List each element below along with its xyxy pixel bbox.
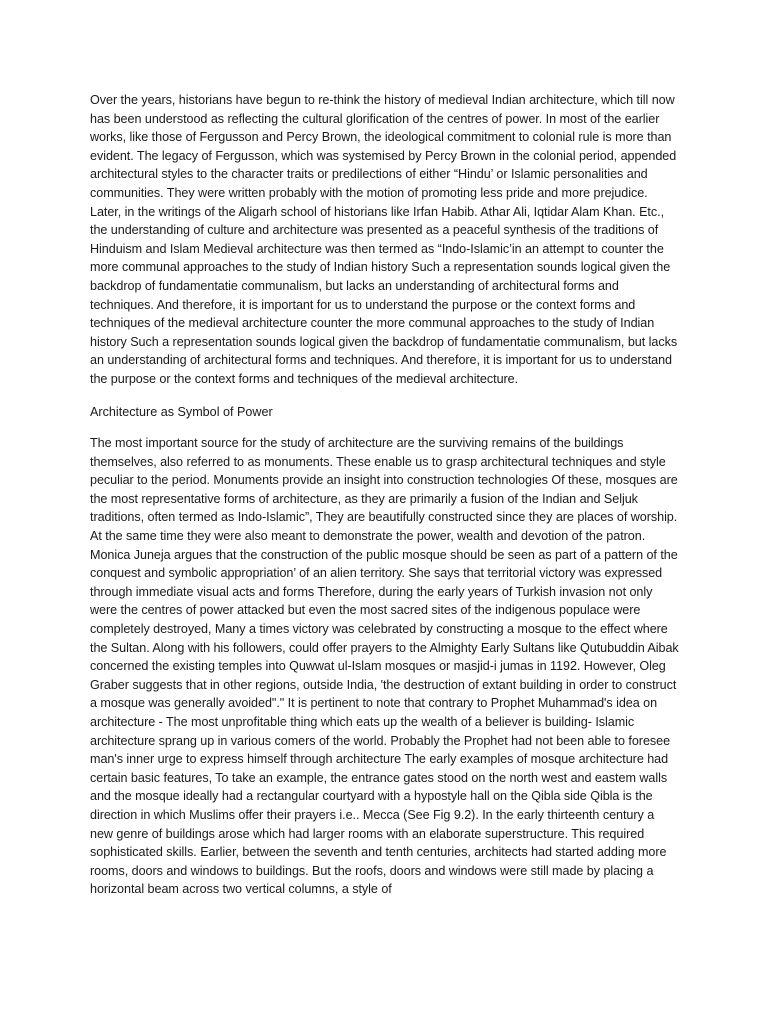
body-paragraph: The most important source for the study of architecture are the surviving remains of the buildings themselves, also referred to as monuments. These enable us to grasp architectural techniques and style peculiar to the period. Monuments provide an insight into construction technologies Of these, mosques are the most representative forms of architecture, as they are primarily a fusion of the Indian and Seljuk traditions, often termed as Indo-Islamic”, They are beautifully constructed since they are places of worship. At the same time they were also meant to demonstrate the power, wealth and devotion of the patron. Monica Juneja argues that the construction of the public mosque should be seen as part of a pattern of the conquest and symbolic appropriation’ of an alien territory. She says that territorial victory was expressed through immediate visual acts and forms Therefore, during the early years of Turkish invasion not only were the centres of power attacked but even the most sacred sites of the indigenous populace were completely destroyed, Many a times victory was celebrated by constructing a mosque to the effect where the Sultan. Along with his followers, could offer prayers to the Almighty Early Sultans like Qutubuddin Aibak concerned the existing temples into Quwwat ul-Islam mosques or masjid-i jumas in 1192. However, Oleg Graber suggests that in other regions, outside India, 'the destruction of extant building in order to construct a mosque was generally avoided"." It is pertinent to note that contrary to Prophet Muhammad's idea on architecture - The most unprofitable thing which eats up the wealth of a believer is building- Islamic architecture sprang up in various comers of the world. Probably the Prophet had not been able to foresee man's inner urge to express himself through architecture The early examples of mosque architecture had certain basic features, To take an example, the entrance gates stood on the north west and eastem walls and the mosque ideally had a rectangular courtyard with a hypostyle hall on the Qibla side Qibla is the direction in which Muslims offer their prayers i.e.. Mecca (See Fig 9.2). In the early thirteenth century a new genre of buildings arose which had larger rooms with an elaborate superstructure. This required sophisticated skills. Earlier, between the seventh and tenth centuries, architects had started adding more rooms, doors and windows to buildings. But the roofs, doors and windows were still made by placing a horizontal beam across two vertical columns, a style of <box>90 436 679 897</box>
section-heading: Architecture as Symbol of Power <box>90 404 273 419</box>
intro-paragraph: Over the years, historians have begun to re-think the history of medieval Indian architecture, which till now has been understood as reflecting the cultural glorification of the centres of power. In most of the earlier works, like those of Fergusson and Percy Brown, the ideological commitment to colonial rule is more than evident. The legacy of Fergusson, which was systemised by Percy Brown in the colonial period, appended architectural styles to the character traits or predilections of either “Hindu’ or Islamic personalities and communities. They were written probably with the motion of promoting less pride and more prejudice. Later, in the writings of the Aligarh school of historians like Irfan Habib. Athar Ali, Iqtidar Alam Khan. Etc., the understanding of culture and architecture was presented as a peaceful synthesis of the traditions of Hinduism and Islam Medieval architecture was then termed as “Indo-Islamic’in an attempt to counter the more communal approaches to the study of Indian history Such a representation sounds logical given the backdrop of fundamentatie communalism, but lacks an understanding of architectural forms and techniques. And therefore, it is important for us to understand the purpose or the context forms and techniques of the medieval architecture counter the more communal approaches to the study of Indian history Such a representation sounds logical given the backdrop of fundamentatie communalism, but lacks an understanding of architectural forms and techniques. And therefore, it is important for us to understand the purpose or the context forms and techniques of the medieval architecture. <box>90 93 678 386</box>
document-page <box>90 91 680 913</box>
